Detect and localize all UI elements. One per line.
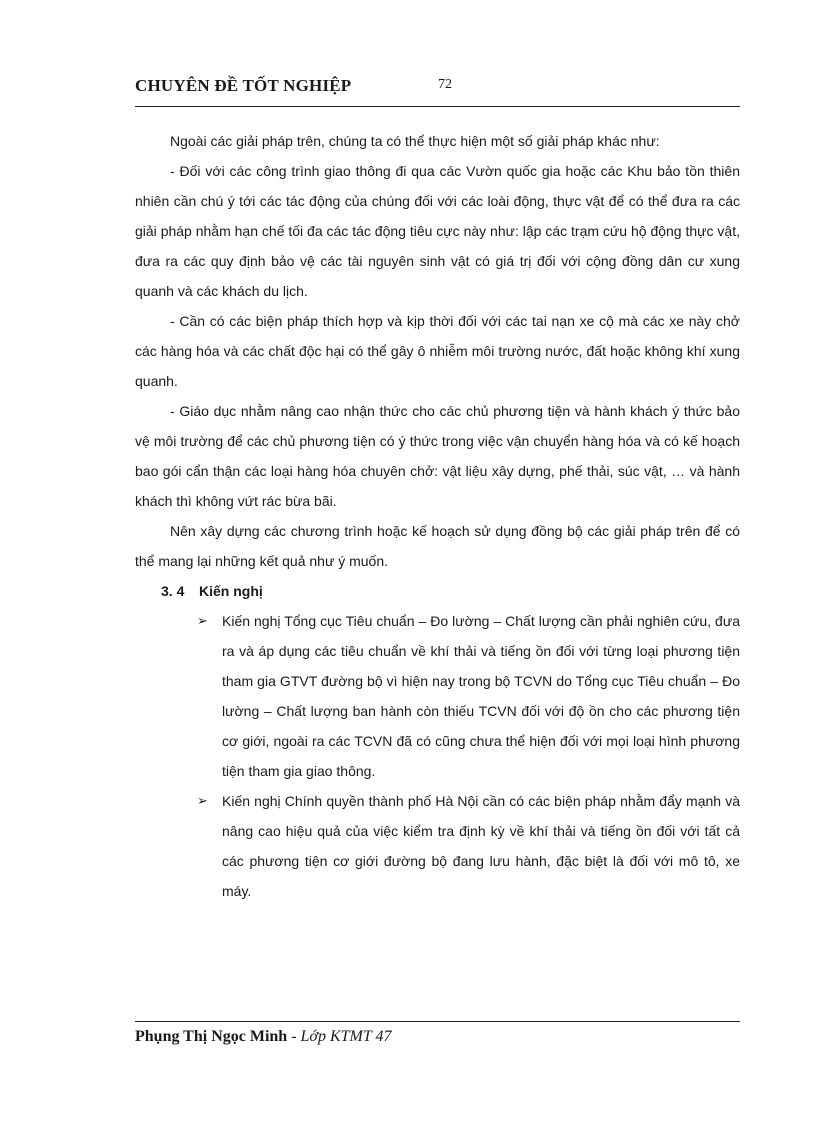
- section-title: Kiến nghị: [199, 583, 263, 599]
- list-item-text: Kiến nghị Tổng cục Tiêu chuẩn – Đo lường – Chất lượng cần phải nghiên cứu, đưa ra và áp dụng các tiêu chuẩn về khí thải và tiếng ồn đối với từng loại phương tiện tham gia GTVT đường bộ vì hiện nay trong bộ TCVN do Tổng cục Tiêu chuẩn – Đo lường – Chất lượng ban hành còn thiếu TCVN đối với độ ồn cho các phương tiện cơ giới, ngoài ra các TCVN đã có cũng chưa thể hiện đối với mọi loại hình phương tiện tham gia giao thông.: [222, 613, 740, 779]
- section-number: 3. 4: [161, 583, 185, 599]
- paragraph-education: - Giáo dục nhằm nâng cao nhận thức cho các chủ phương tiện và hành khách ý thức bảo vệ môi trường để các chủ phương tiện có ý thức trong việc vận chuyển hàng hóa và có kế hoạch bao gói cẩn thận các loại hàng hóa chuyên chở: vật liệu xây dựng, phế thải, súc vật, … và hành khách thì không vứt rác bừa bãi.: [135, 403, 740, 509]
- document-title: CHUYÊN ĐỀ TỐT NGHIỆP: [135, 76, 352, 95]
- footer-divider: [135, 1021, 740, 1022]
- list-item: [135, 606, 740, 786]
- arrow-bullet-icon: ➢: [197, 793, 208, 808]
- page-header: [135, 76, 740, 106]
- paragraph-conservation: - Đối với các công trình giao thông đi qua các Vườn quốc gia hoặc các Khu bảo tồn thiên nhiên cần chú ý tới các tác động của chúng đối với các loài động, thực vật để có thể đưa ra các giải pháp nhằm hạn chế tối đa các tác động tiêu cực này như: lập các trạm cứu hộ động thực vật, đưa ra các quy định bảo vệ các tài nguyên sinh vật có giá trị đối với cộng đồng dân cư xung quanh và các khách du lịch.: [135, 163, 740, 299]
- footer-separator: -: [287, 1028, 301, 1045]
- main-content: [135, 126, 740, 906]
- page-footer: [135, 1028, 391, 1046]
- intro-paragraph: Ngoài các giải pháp trên, chúng ta có thể thực hiện một số giải pháp khác như:: [170, 133, 660, 149]
- arrow-bullet-icon: ➢: [197, 613, 208, 628]
- paragraph-accidents: - Cần có các biện pháp thích hợp và kịp thời đối với các tai nạn xe cộ mà các xe này chở các hàng hóa và các chất độc hại có thể gây ô nhiễm môi trường nước, đất hoặc không khí xung quanh.: [135, 313, 740, 389]
- list-item: [135, 786, 740, 906]
- author-class: Lớp KTMT 47: [300, 1028, 392, 1045]
- header-divider: [135, 106, 740, 107]
- section-heading: [135, 576, 740, 606]
- recommendation-list: [135, 606, 740, 906]
- paragraph-synchronous: Nên xây dựng các chương trình hoặc kế hoạch sử dụng đồng bộ các giải pháp trên để có thể mang lại những kết quả như ý muốn.: [135, 523, 740, 569]
- page-number: 72: [438, 77, 452, 92]
- list-item-text: Kiến nghị Chính quyền thành phố Hà Nội cần có các biện pháp nhằm đẩy mạnh và nâng cao hiệu quả của việc kiểm tra định kỳ về khí thải và tiếng ồn đối với tất cả các phương tiện cơ giới đường bộ đang lưu hành, đặc biệt là đối với mô tô, xe máy.: [222, 793, 740, 899]
- author-name: Phụng Thị Ngọc Minh: [135, 1028, 288, 1045]
